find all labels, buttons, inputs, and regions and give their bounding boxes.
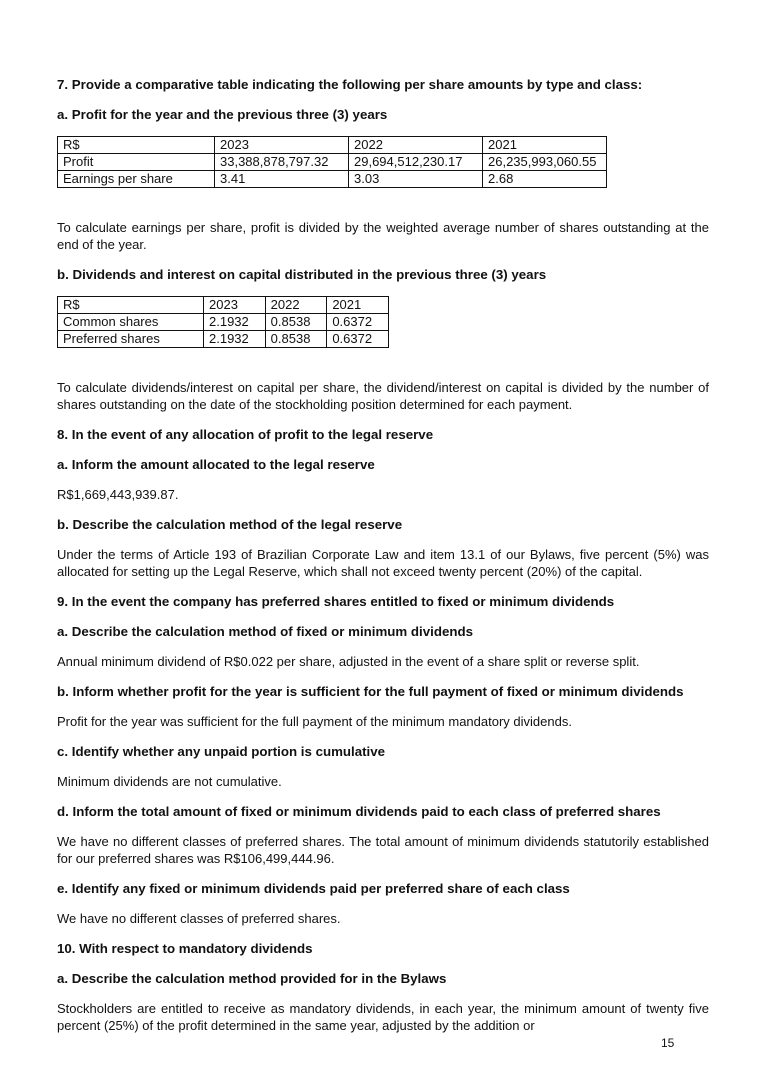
table-cell: 2021: [327, 297, 389, 314]
section-8a-text: R$1,669,443,939.87.: [57, 487, 179, 502]
section-8b-text: Under the terms of Article 193 of Brazilian Corporate Law and item 13.1 of our Bylaws, five percent (5%) was allocated for setting up the Legal Reserve, which shall not exceed twenty percent (20%) of the capital.: [57, 547, 709, 579]
section-8-heading: 8. In the event of any allocation of profit to the legal reserve: [57, 427, 434, 442]
table-cell: 2021: [483, 137, 607, 154]
table-header-row: [58, 297, 389, 314]
table-cell: Preferred shares: [58, 331, 204, 348]
section-10a-heading: a. Describe the calculation method provided for in the Bylaws: [57, 971, 447, 986]
section-7b-text: To calculate dividends/interest on capital per share, the dividend/interest on capital is divided by the number of shares outstanding on the date of the stockholding position determined for each payment.: [57, 380, 709, 412]
section-8a-heading: a. Inform the amount allocated to the legal reserve: [57, 457, 375, 472]
table-cell: 0.8538: [265, 314, 327, 331]
table-cell: 3.41: [215, 171, 349, 188]
table-cell: 2.1932: [204, 331, 266, 348]
table-row: [58, 331, 389, 348]
table-cell: 2023: [204, 297, 266, 314]
table-row: [58, 314, 389, 331]
section-8b-heading: b. Describe the calculation method of the legal reserve: [57, 517, 403, 532]
section-9b-text: Profit for the year was sufficient for the full payment of the minimum mandatory dividends.: [57, 714, 572, 729]
table-cell: 2022: [349, 137, 483, 154]
table-cell: 2.68: [483, 171, 607, 188]
section-9b-heading: b. Inform whether profit for the year is sufficient for the full payment of fixed or minimum dividends: [57, 684, 684, 699]
table-cell: 33,388,878,797.32: [215, 154, 349, 171]
section-7-heading: 7. Provide a comparative table indicating the following per share amounts by type and class:: [57, 77, 643, 92]
table-cell: Profit: [58, 154, 215, 171]
table-cell: 2023: [215, 137, 349, 154]
table-cell: Common shares: [58, 314, 204, 331]
table-cell: 2022: [265, 297, 327, 314]
table-cell: 0.6372: [327, 331, 389, 348]
document-body: [57, 76, 709, 1047]
dividends-table: [57, 296, 389, 348]
section-7a-heading: a. Profit for the year and the previous three (3) years: [57, 107, 388, 122]
section-9c-text: Minimum dividends are not cumulative.: [57, 774, 282, 789]
table-cell: 0.8538: [265, 331, 327, 348]
section-9d-heading: d. Inform the total amount of fixed or minimum dividends paid to each class of preferred shares: [57, 804, 661, 819]
section-10-heading: 10. With respect to mandatory dividends: [57, 941, 313, 956]
section-9e-text: We have no different classes of preferred shares.: [57, 911, 341, 926]
table-cell: Earnings per share: [58, 171, 215, 188]
page-number: 15: [661, 1036, 675, 1050]
table-cell: R$: [58, 297, 204, 314]
table-header-row: [58, 137, 607, 154]
table-cell: 26,235,993,060.55: [483, 154, 607, 171]
section-9-heading: 9. In the event the company has preferred shares entitled to fixed or minimum dividends: [57, 594, 615, 609]
table-row: [58, 154, 607, 171]
table-cell: 3.03: [349, 171, 483, 188]
section-7b-heading: b. Dividends and interest on capital distributed in the previous three (3) years: [57, 267, 547, 282]
section-9d-text: We have no different classes of preferred shares. The total amount of minimum dividends statutorily established for our preferred shares was R$106,499,444.96.: [57, 834, 709, 866]
table-cell: 2.1932: [204, 314, 266, 331]
section-9a-text: Annual minimum dividend of R$0.022 per share, adjusted in the event of a share split or reverse split.: [57, 654, 640, 669]
section-9a-heading: a. Describe the calculation method of fixed or minimum dividends: [57, 624, 473, 639]
section-7a-text: To calculate earnings per share, profit is divided by the weighted average number of shares outstanding at the end of the year.: [57, 220, 709, 252]
profit-table: [57, 136, 607, 188]
table-row: [58, 171, 607, 188]
table-cell: R$: [58, 137, 215, 154]
section-10a-text: Stockholders are entitled to receive as mandatory dividends, in each year, the minimum amount of twenty five percent (25%) of the profit determined in the same year, adjusted by the addition or: [57, 1001, 709, 1033]
table-cell: 29,694,512,230.17: [349, 154, 483, 171]
table-cell: 0.6372: [327, 314, 389, 331]
section-9c-heading: c. Identify whether any unpaid portion is cumulative: [57, 744, 386, 759]
section-9e-heading: e. Identify any fixed or minimum dividends paid per preferred share of each class: [57, 881, 570, 896]
